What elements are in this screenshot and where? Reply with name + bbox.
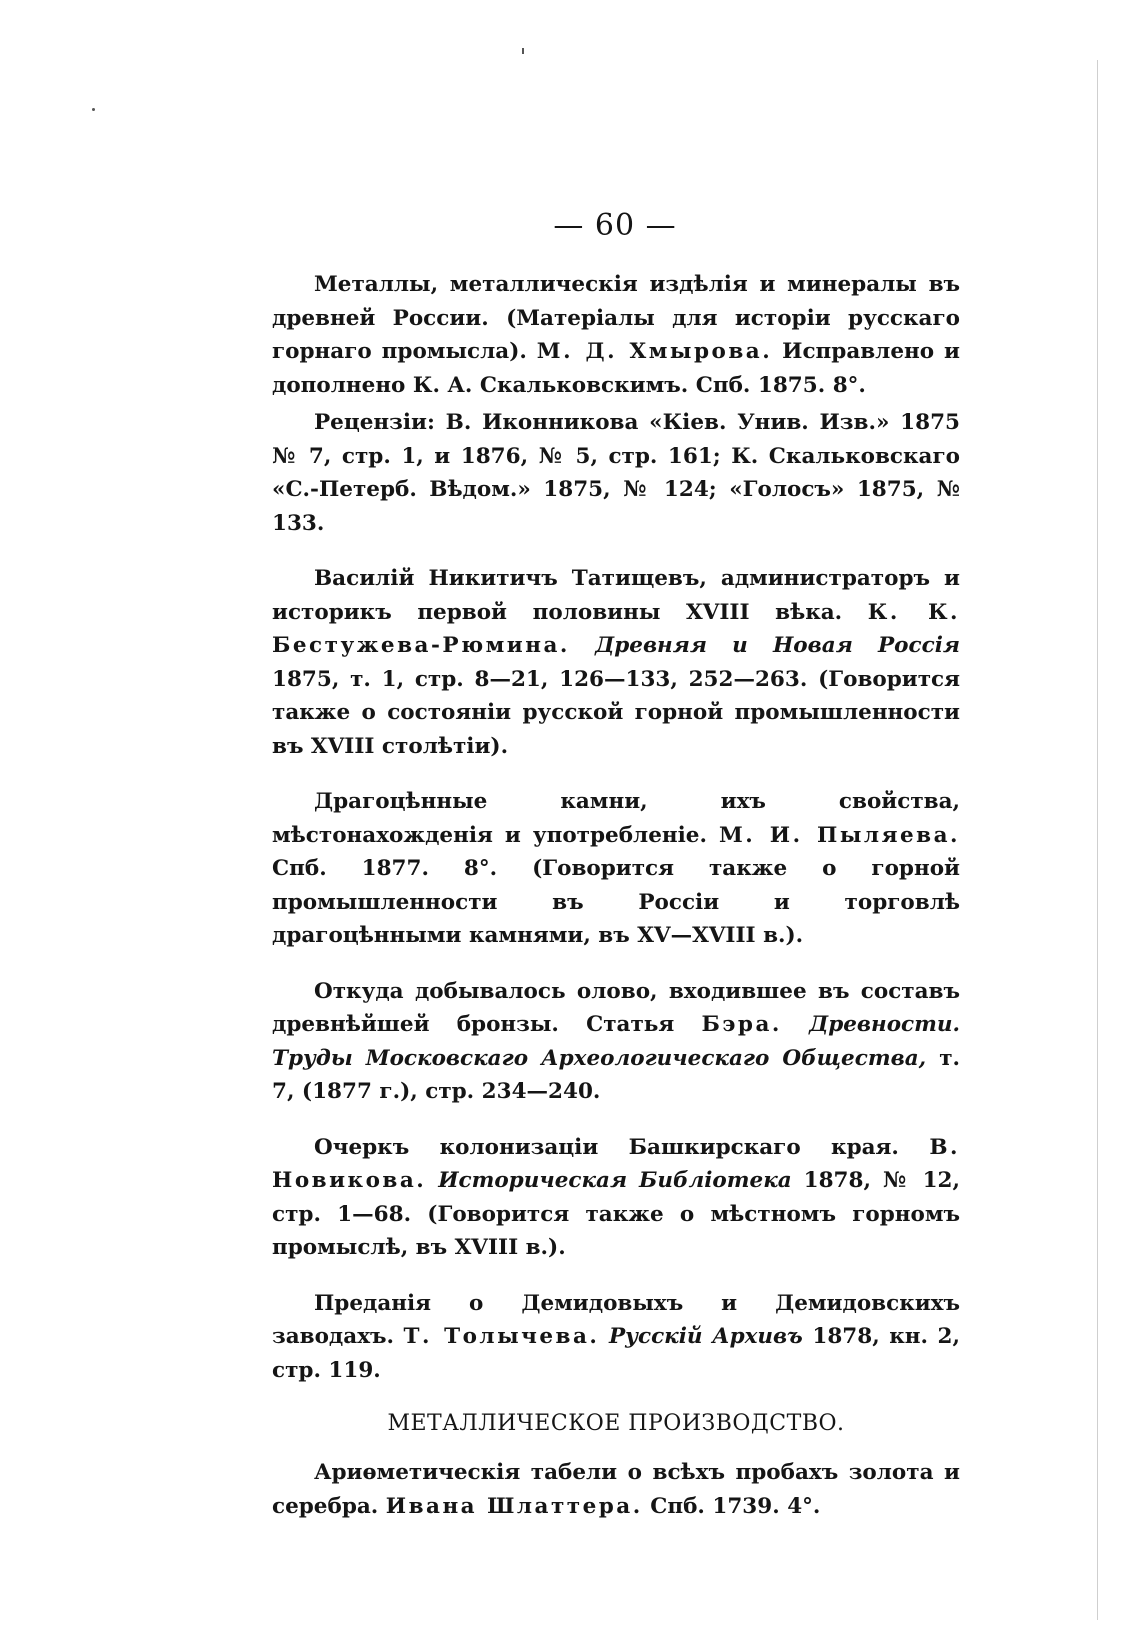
entry-author: М. И. Пыляева.: [718, 822, 960, 848]
entry-details: Спб. 1739. 4°.: [642, 1493, 821, 1519]
paper-speck: [522, 48, 524, 54]
section-heading: МЕТАЛЛИЧЕСКОЕ ПРОИЗВОДСТВО.: [387, 1411, 845, 1436]
entry-title: Металлы, металлическія издѣлія и минералы въ древней России. (Матеріалы для исторіи русскаго горнаго промысла).: [272, 272, 960, 364]
entry-title: Откуда добывалось олово, входившее въ составъ древнѣйшей бронзы. Статья: [272, 978, 960, 1037]
bibliography-text: [272, 268, 960, 1545]
bibliography-entry: [272, 1287, 960, 1388]
entry-author: В. Новикова.: [272, 1134, 960, 1193]
bibliography-entry: [272, 1131, 960, 1265]
bibliography-entry: [272, 975, 960, 1109]
entry-details: т. 7, (1877 г.), стр. 234—240.: [272, 1045, 961, 1104]
entry-author: М. Д. Хмырова.: [536, 339, 773, 364]
entry-title: Ариѳметическія табели о всѣхъ пробахъ золота и серебра.: [272, 1460, 960, 1519]
entry-author: К. К. Бестужева-Рюмина.: [272, 599, 960, 658]
page-number: — 60 —: [553, 208, 677, 243]
entry-source: Древности. Труды Московскаго Археологическаго Общества,: [272, 1012, 961, 1071]
entry-title: Очеркъ колонизаціи Башкирскаго края.: [314, 1134, 930, 1160]
entry-details: 1878, № 12, стр. 1—68. (Говорится также о мѣстномъ горномъ промыслѣ, въ XVIII в.).: [272, 1168, 960, 1260]
entry-details: 1875, т. 1, стр. 8—21, 126—133, 252—263. (Говорится также о состояніи русской горной промышленности въ XVIII столѣтіи).: [272, 666, 960, 759]
entry-source: Русскій Архивъ: [599, 1324, 803, 1349]
entry-author: Бэра.: [701, 1012, 782, 1037]
bibliography-entry: [272, 268, 960, 402]
entry-details: Спб. 1877. 8°. (Говорится также о горной промышленности въ Россіи и торговлѣ драгоцѣнными камнями, въ XV—XVIII в.).: [272, 856, 960, 948]
entry-title: Преданія о Демидовыхъ и Демидовскихъ заводахъ.: [272, 1290, 960, 1349]
entry-source: Древняя и Новая Россія: [569, 633, 960, 658]
entry-author: Т. Толычева.: [403, 1324, 600, 1349]
entry-title: Василій Никитичъ Татищевъ, администраторъ и историкъ первой половины XVIII вѣка.: [272, 566, 960, 625]
bibliography-entry: [272, 1456, 960, 1523]
entry-title: Драгоцѣнные камни, ихъ свойства, мѣстонахожденія и употребленіе.: [272, 789, 960, 848]
bibliography-entry: [272, 785, 960, 953]
review-note: [272, 406, 960, 540]
entry-details: Исправлено и дополнено К. А. Скальковскимъ. Спб. 1875. 8°.: [272, 339, 960, 398]
entry-details: 1878, кн. 2, стр. 119.: [272, 1324, 960, 1383]
entry-author: Ивана Шлаттера.: [385, 1493, 643, 1519]
entry-source: Историческая Библіотека: [426, 1168, 792, 1193]
page-edge-line: [1097, 60, 1098, 1620]
paper-speck: [92, 108, 95, 111]
review-text: Рецензіи: В. Иконникова «Кіев. Унив. Изв.» 1875 № 7, стр. 1, и 1876, № 5, стр. 161; К. Скальковскаго «С.-Петерб. Вѣдом.» 1875, № 124; «Голосъ» 1875, № 133.: [272, 410, 960, 536]
bibliography-entry: [272, 562, 960, 763]
